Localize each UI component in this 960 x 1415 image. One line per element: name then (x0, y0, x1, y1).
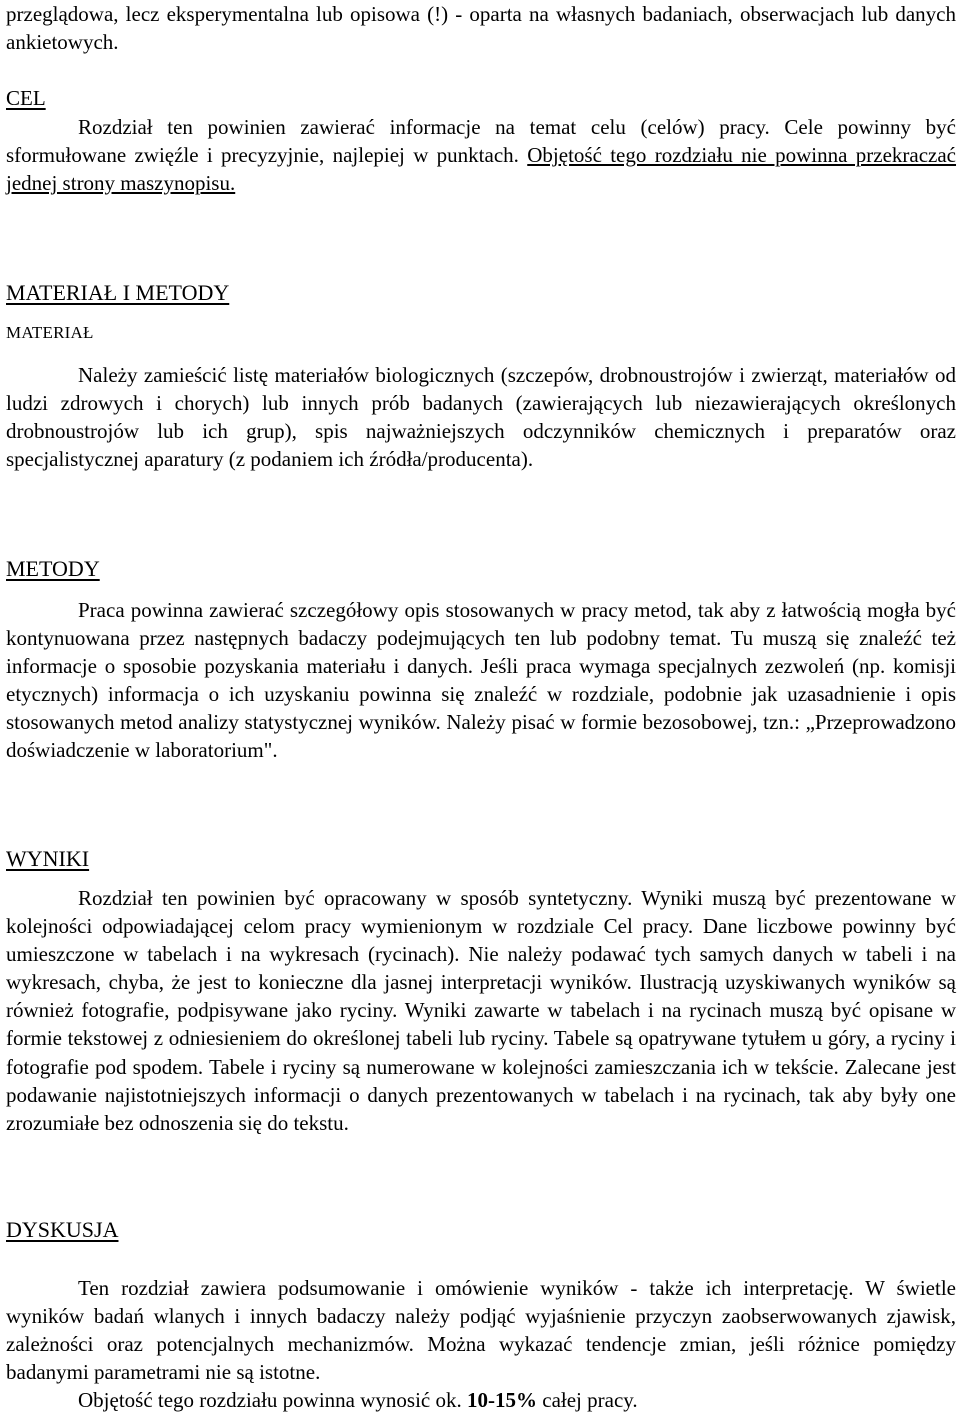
dyskusja-volume-prefix: Objętość tego rozdziału powinna wynosić ok. (78, 1388, 467, 1412)
dyskusja-volume-line (6, 1386, 960, 1414)
metody-paragraph: Praca powinna zawierać szczegółowy opis stosowanych w pracy metod, tak aby z łatwością mogła być kontynuowana przez następnych badaczy podejmujących ten lub podobny temat. Tu muszą się znaleźć też informacje o sposobie pozyskania materiału i danych. Jeśli praca wymaga specjalnych zezwoleń (np. komisji etycznych) informacja o ich uzyskaniu powinna się znaleźć w rozdziale, podobnie jak uzasadnienie i opis stosowanych metod analizy statystycznej wyników. Należy pisać w formie bezosobowej, tzn.: „Przeprowadzono doświadczenie w laboratorium". (6, 598, 956, 763)
material-i-metody-heading: MATERIAŁ I METODY (6, 280, 230, 305)
dyskusja-volume-value: 10-15% (467, 1388, 537, 1412)
cel-text: Rozdział ten powinien zawierać informacje na temat celu (celów) pracy. Cele powinny być sformułowane zwięźle i precyzyjnie, najlepiej w punktach. (6, 115, 956, 168)
material-paragraph: Należy zamieścić listę materiałów biologicznych (szczepów, drobnoustrojów i zwierząt, materiałów od ludzi zdrowych i chorych) lub innych prób badanych (zawierających lub niezawierających określonych drobnoustrojów lub ich grup), spis najważniejszych odczynników chemicznych i preparatów oraz specjalistycznej aparatury (z podaniem ich źródła/producenta). (6, 363, 956, 472)
wyniki-paragraph: Rozdział ten powinien być opracowany w sposób syntetyczny. Wyniki muszą być prezentowane w kolejności odpowiadającej celom pracy wymienionym w rozdziale Cel pracy. Dane liczbowe powinny być umieszczone w tabelach i na wykresach (rycinach). Nie należy podawać tych samych danych w tabeli i na wykresach, chyba, że jest to konieczne dla jasnej interpretacji wyników. Ilustracją uzyskiwanych wyników są również fotografie, podpisywane jako ryciny. Wyniki zawarte w tabelach i na rycinach muszą być opisane w formie tekstowej z odniesieniem do określonej tabeli lub ryciny. Tabele są opatrywane tytułem u góry, a ryciny i fotografie pod spodem. Tabele i ryciny są numerowane w kolejności zamieszczania ich w tekście. Zalecane jest podawanie najistotniejszych informacji o danych prezentowanych w tabelach i na rycinach, tak aby były one zrozumiałe bez odnoszenia się do tekstu. (6, 886, 956, 1135)
cel-heading: CEL (6, 86, 46, 110)
intro-paragraph: przeglądowa, lecz eksperymentalna lub opisowa (!) - oparta na własnych badaniach, obserwacjach lub danych ankietowych. (6, 2, 956, 55)
metody-heading: METODY (6, 556, 100, 581)
cel-paragraph (6, 113, 956, 197)
material-subheading: MATERIAŁ (6, 323, 94, 342)
wyniki-heading: WYNIKI (6, 846, 90, 871)
dyskusja-paragraph: Ten rozdział zawiera podsumowanie i omówienie wyników - także ich interpretację. W świetle wyników badań wlanych i innych badaczy należy podjąć wyjaśnienie przyczyn zaobserwowanych zjawisk, zależności oraz potencjalnych mechanizmów. Można wykazać tendencje zmian, jeśli różnice pomiędzy badanymi parametrami nie są istotne. (6, 1276, 956, 1385)
dyskusja-heading: DYSKUSJA (6, 1217, 119, 1242)
dyskusja-volume-suffix: całej pracy. (537, 1388, 638, 1412)
cel-volume-note: Objętość tego rozdziału nie powinna przekraczać jednej strony maszynopisu. (6, 143, 957, 196)
